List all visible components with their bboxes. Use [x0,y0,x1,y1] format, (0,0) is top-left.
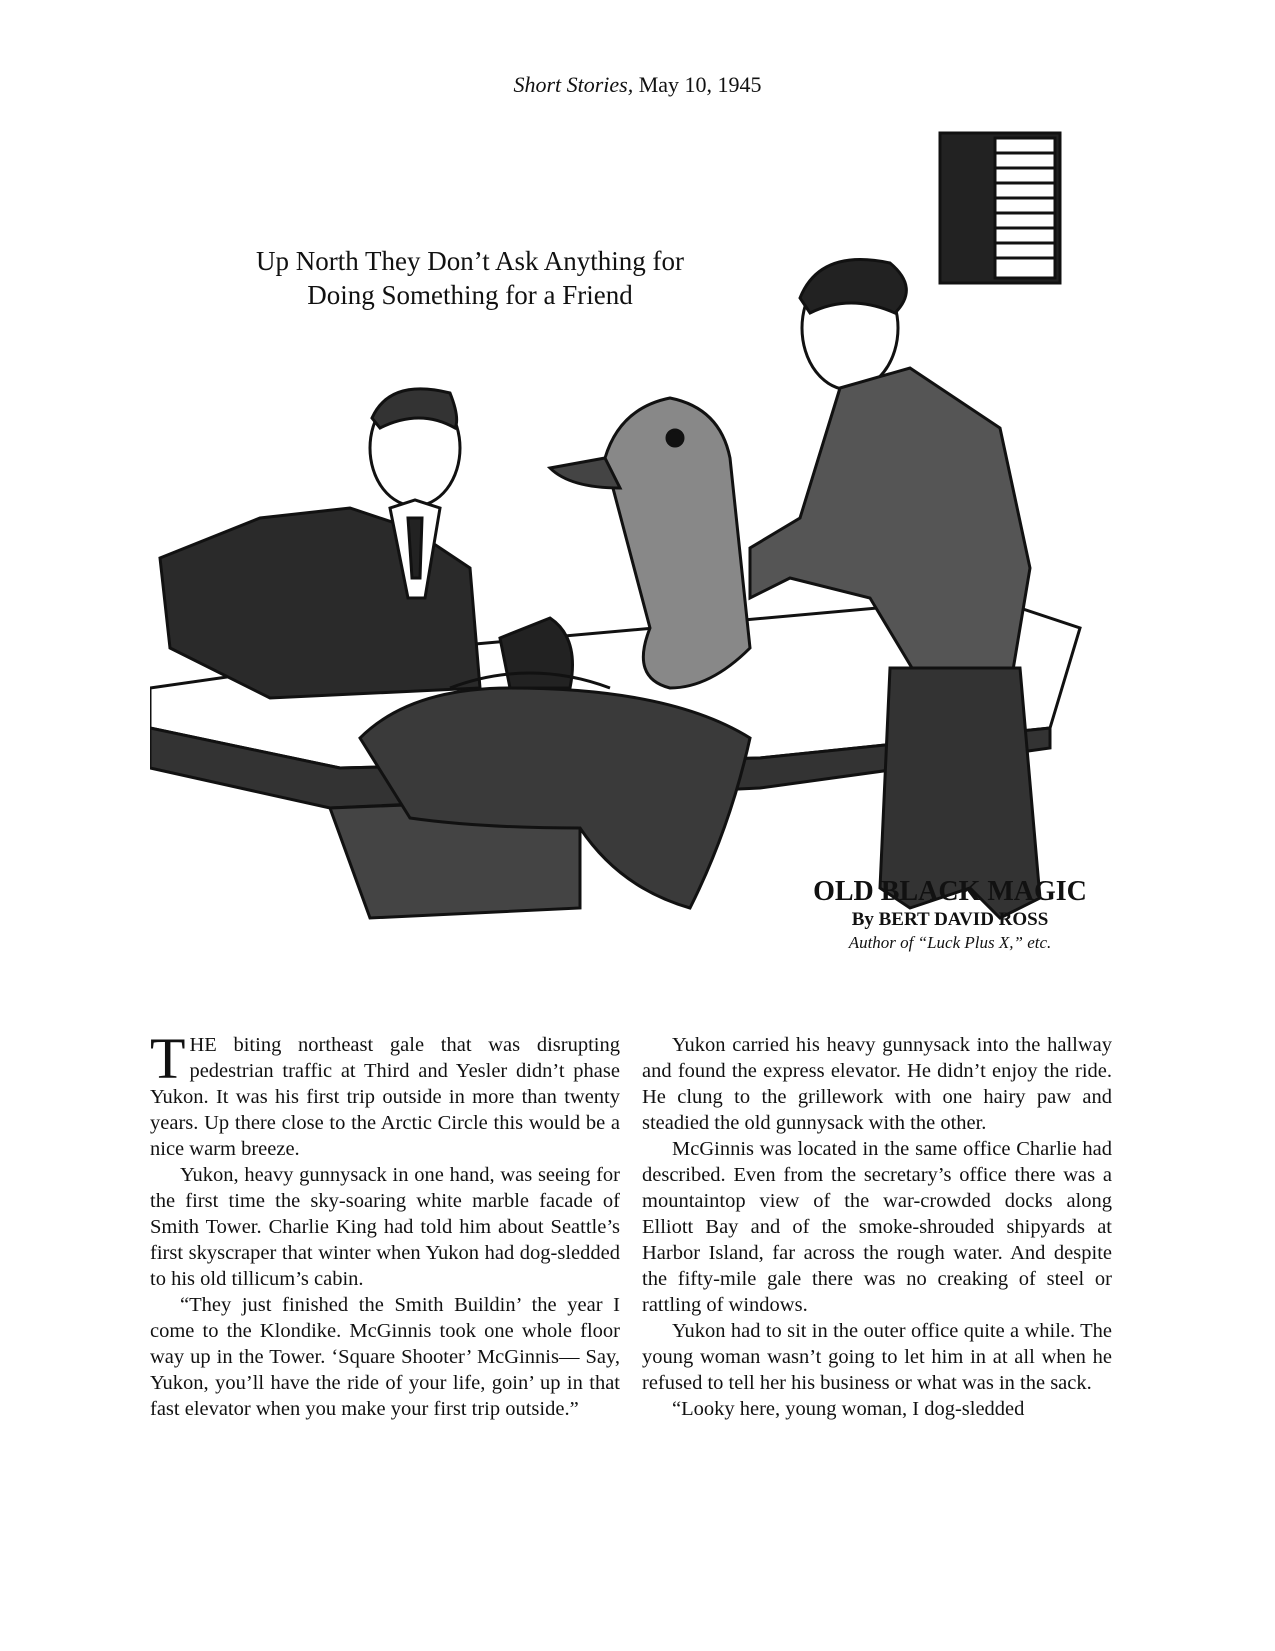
paragraph-text: HE biting northeast gale that was disrupting pedestrian traffic at Third and Yesler didn’t phase Yukon. It was his first trip outside in more than twenty years. Up there close to the Arctic Circle this would be a nice warm breeze. [150,1034,620,1160]
tagline-line-2: Doing Something for a Friend [307,280,633,310]
paragraph: Yukon, heavy gunnysack in one hand, was seeing for the first time the sky-soaring white marble facade of Smith Tower. Charlie King had told him about Seattle’s first skyscraper that winter when Yukon had dog-sledded to his old tillicum’s cabin. [150,1164,620,1290]
story-tagline [210,244,730,312]
publication-name: Short Stories, [513,72,634,97]
paragraph: Yukon had to sit in the outer office quite a while. The young woman wasn’t going to let him in at all when he refused to tell her his business or what was in the sack. [642,1320,1112,1394]
story-byline: By BERT DAVID ROSS [851,909,1049,930]
left-column [150,1026,620,1422]
paragraph: Yukon carried his heavy gunnysack into the hallway and found the express elevator. He didn’t enjoy the ride. He clung to the grillework with one hairy paw and steadied the old gunnysack with the other. [642,1034,1112,1134]
tagline-line-1: Up North They Don’t Ask Anything for [256,246,684,276]
author-credit: Author of “Luck Plus X,” etc. [848,933,1052,952]
story-body [150,1026,1125,1482]
paragraph [150,1026,620,1162]
paragraph: “They just finished the Smith Buildin’ the year I come to the Klondike. McGinnis took one whole floor way up in the Tower. ‘Square Shooter’ McGinnis— Say, Yukon, you’ll have the ride of your life, goin’ up in that fast elevator when you make your first trip outside.” [150,1294,620,1420]
paragraph: McGinnis was located in the same office Charlie had described. Even from the secretary’s office there was a mountaintop view of the war-crowded docks along Elliott Bay and of the smoke-shrouded shipyards at Harbor Island, far across the rough water. And despite the fifty-mile gale there was no creaking of steel or rattling of windows. [642,1138,1112,1316]
standing-man [750,260,1040,918]
right-column [642,1032,1112,1422]
publication-date: May 10, 1945 [638,72,762,97]
story-title-block [800,876,1100,954]
paragraph: “Looky here, young woman, I dog-sledded [672,1398,1025,1420]
window-shutter [940,133,1060,283]
seated-man [160,389,480,698]
page-header [0,72,1275,98]
story-title: OLD BLACK MAGIC [813,876,1087,907]
drop-cap: T [150,1026,186,1091]
